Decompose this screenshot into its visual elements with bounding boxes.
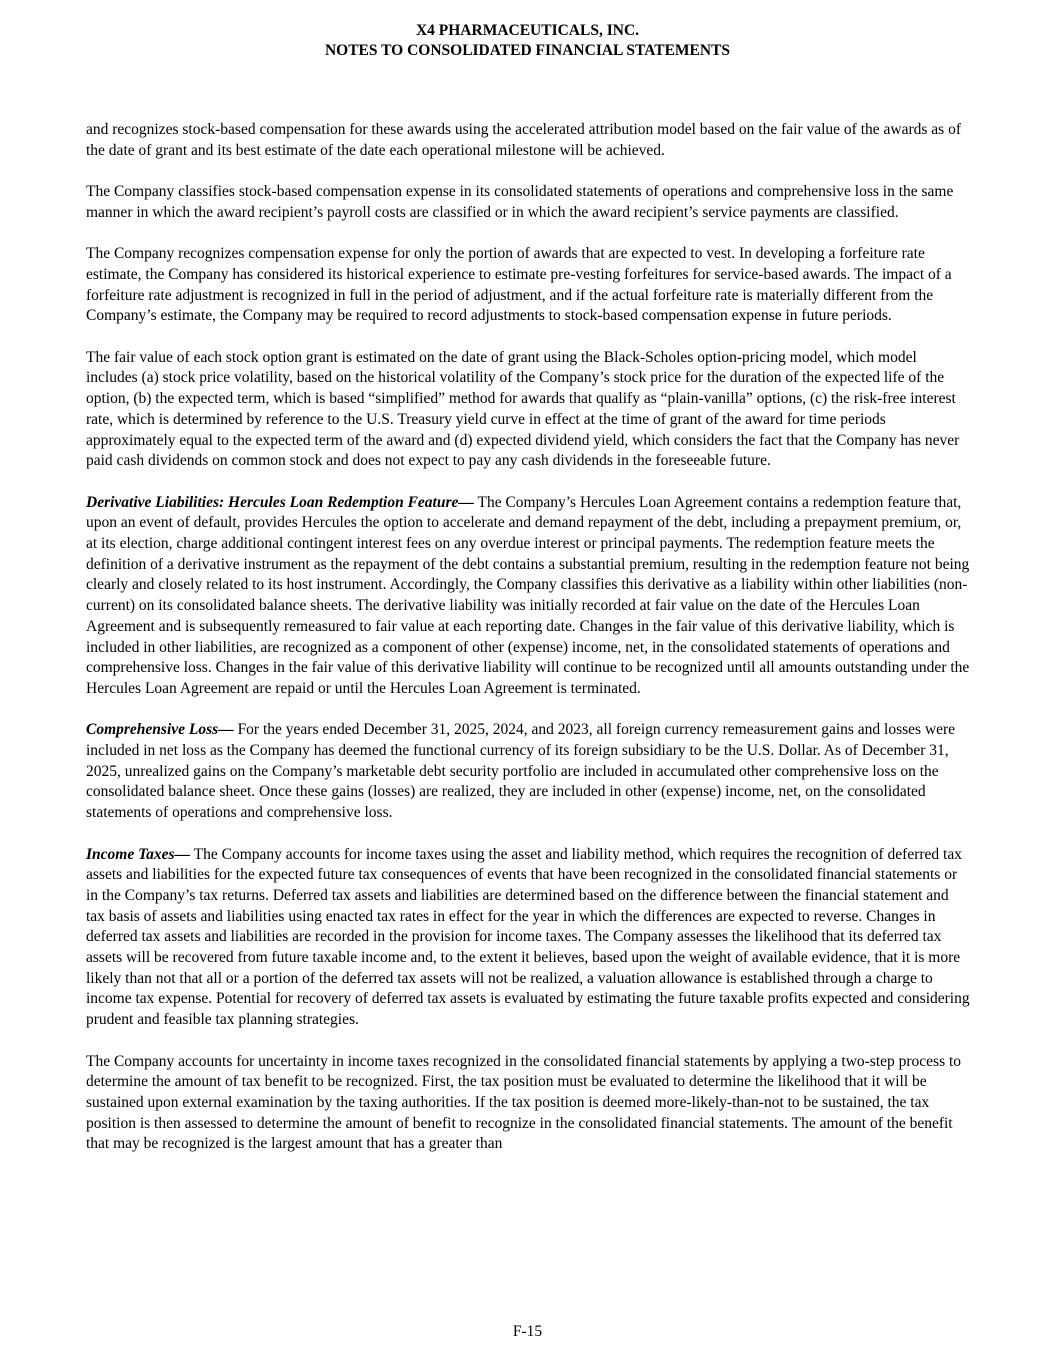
- page-header: [0, 21, 1055, 61]
- paragraph-comprehensive-loss: [86, 720, 970, 824]
- paragraph-text: The Company’s Hercules Loan Agreement contains a redemption feature that, upon an event of default, provides Hercules the option to accelerate and demand repayment of the debt, including a prepayment premium, or, at its election, charge additional contingent interest fees on any overdue interest or principal payments. The redemption feature meets the definition of a derivative instrument as the repayment of the debt contains a substantial premium, resulting in the redemption feature not being clearly and closely related to its host instrument. Accordingly, the Company classifies this derivative as a liability within other liabilities (non-current) on its consolidated balance sheets. The derivative liability was initially recorded at fair value on the date of the Hercules Loan Agreement and is subsequently remeasured to fair value at each reporting date. Changes in the fair value of this derivative liability, which is included in other liabilities, are recognized as a component of other (expense) income, net, in the consolidated statements of operations and comprehensive loss. Changes in the fair value of this derivative liability will continue to be recognized until all amounts outstanding under the Hercules Loan Agreement are repaid or until the Hercules Loan Agreement is terminated.: [86, 493, 970, 697]
- company-name: X4 PHARMACEUTICALS, INC.: [415, 22, 640, 39]
- paragraph-text: The Company recognizes compensation expense for only the portion of awards that are expected to vest. In developing a forfeiture rate estimate, the Company has considered its historical experience to estimate pre-vesting forfeitures for service-based awards. The impact of a forfeiture rate adjustment is recognized in full in the period of adjustment, and if the actual forfeiture rate is materially different from the Company’s estimate, the Company may be required to record adjustments to stock-based compensation expense in future periods.: [86, 245, 952, 325]
- paragraph-text: The Company classifies stock-based compensation expense in its consolidated statements of operations and comprehensive loss in the same manner in which the award recipient’s payroll costs are classified or in which the award recipient’s service payments are classified.: [86, 183, 954, 221]
- paragraph-text: and recognizes stock-based compensation for these awards using the accelerated attribution model based on the fair value of the awards as of the date of grant and its best estimate of the date each operational milestone will be achieved.: [86, 121, 961, 159]
- paragraph-uncertain-tax-positions: [86, 1052, 970, 1156]
- paragraph-forfeiture-rate: [86, 244, 970, 327]
- paragraph-income-taxes: [86, 845, 970, 1031]
- paragraph-black-scholes: [86, 348, 970, 472]
- notes-body: [86, 120, 970, 1155]
- paragraph-milestone-awards: [86, 120, 970, 161]
- paragraph-text: The fair value of each stock option grant is estimated on the date of grant using the Black-Scholes option-pricing model, which model includes (a) stock price volatility, based on the historical volatility of the Company’s stock price for the duration of the expected life of the option, (b) the expected term, which is based “simplified” method for awards that qualify as “plain-vanilla” options, (c) the risk-free interest rate, which is determined by reference to the U.S. Treasury yield curve in effect at the time of grant of the award for time periods approximately equal to the expected term of the award and (d) expected dividend yield, which considers the fact that the Company has never paid cash dividends on common stock and does not expect to pay any cash dividends in the foreseeable future.: [86, 348, 960, 470]
- paragraph-derivative-liabilities: [86, 493, 970, 700]
- paragraph-text: The Company accounts for uncertainty in income taxes recognized in the consolidated financial statements by applying a two-step process to determine the amount of tax benefit to be recognized. First, the tax position must be evaluated to determine the likelihood that it will be sustained upon external examination by the taxing authorities. If the tax position is deemed more-likely-than-not to be sustained, the tax position is then assessed to determine the amount of benefit to recognize in the consolidated financial statements. The amount of the benefit that may be recognized is the largest amount that has a greater than: [86, 1052, 962, 1153]
- paragraph-heading: Income Taxes—: [86, 845, 191, 863]
- paragraph-heading: Comprehensive Loss—: [86, 721, 234, 739]
- page-number: F-15: [512, 1323, 543, 1340]
- paragraph-heading: Derivative Liabilities: Hercules Loan Redemption Feature—: [86, 493, 474, 511]
- paragraph-text: For the years ended December 31, 2025, 2024, and 2023, all foreign currency remeasurement gains and losses were included in net loss as the Company has deemed the functional currency of its foreign subsidiary to be the U.S. Dollar. As of December 31, 2025, unrealized gains on the Company’s marketable debt security portfolio are included in accumulated other comprehensive loss on the consolidated balance sheet. Once these gains (losses) are realized, they are included in other (expense) income, net, on the consolidated statements of operations and comprehensive loss.: [86, 721, 956, 822]
- paragraph-expense-classification: [86, 182, 970, 223]
- section-title: NOTES TO CONSOLIDATED FINANCIAL STATEMENTS: [324, 42, 731, 59]
- paragraph-text: The Company accounts for income taxes using the asset and liability method, which requires the recognition of deferred tax assets and liabilities for the expected future tax consequences of events that have been recognized in the consolidated financial statements or in the Company’s tax returns. Deferred tax assets and liabilities are determined based on the difference between the financial statement and tax basis of assets and liabilities using enacted tax rates in effect for the year in which the differences are expected to reverse. Changes in deferred tax assets and liabilities are recorded in the provision for income taxes. The Company assesses the likelihood that its deferred tax assets will be recovered from future taxable income and, to the extent it believes, based upon the weight of available evidence, that it is more likely than not that all or a portion of the deferred tax assets will not be realized, a valuation allowance is established through a charge to income tax expense. Potential for recovery of deferred tax assets is evaluated by estimating the future taxable profits expected and considering prudent and feasible tax planning strategies.: [86, 845, 970, 1029]
